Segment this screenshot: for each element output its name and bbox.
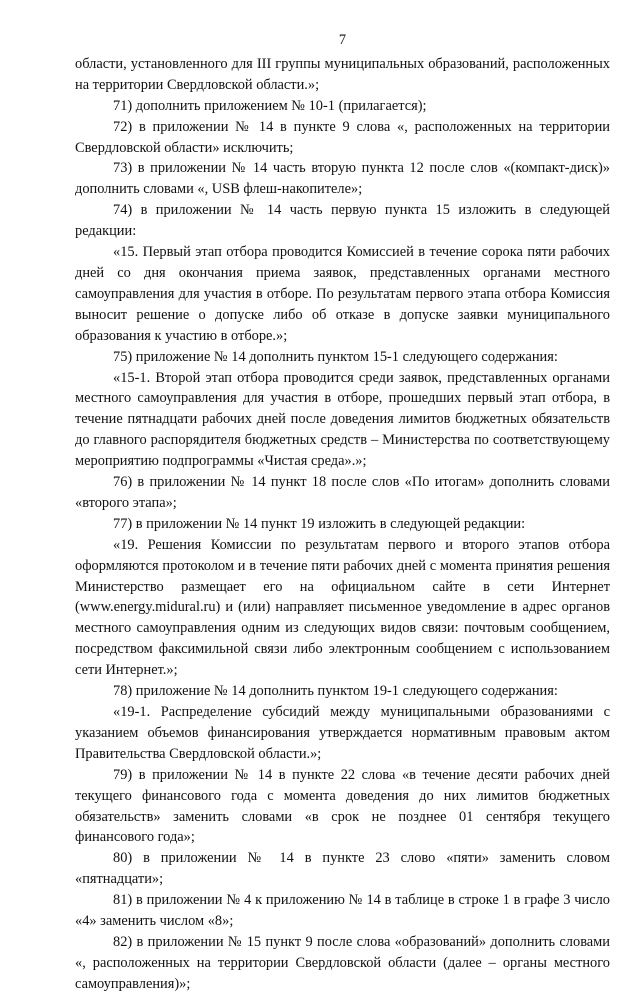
document-page bbox=[75, 30, 610, 995]
paragraph-p80: 80) в приложении № 14 в пункте 23 слово «пяти» заменить словом «пятнадцати»; bbox=[75, 850, 610, 888]
paragraph-p74: 74) в приложении № 14 часть первую пункта 15 изложить в следующей редакции: bbox=[75, 202, 610, 240]
paragraph-p78q: «19-1. Распределение субсидий между муниципальными образованиями с указанием объемов финансирования утверждается нормативным правовым актом Правительства Свердловской области.»; bbox=[75, 704, 610, 762]
paragraph-p76: 76) в приложении № 14 пункт 18 после слов «По итогам» дополнить словами «второго этапа»; bbox=[75, 474, 610, 511]
document-body bbox=[75, 54, 610, 995]
paragraph-p78: 78) приложение № 14 дополнить пунктом 19-1 следующего содержания: bbox=[113, 683, 558, 700]
page-number: 7 bbox=[338, 32, 347, 48]
paragraph-p73: 73) в приложении № 14 часть вторую пункта 12 после слов «(компакт-диск)» дополнить словами «, USB флеш-накопителе»; bbox=[75, 160, 610, 198]
paragraph-p72: 72) в приложении № 14 в пункте 9 слова «, расположенных на территории Свердловской области» исключить; bbox=[75, 118, 610, 156]
paragraph-p77: 77) в приложении № 14 пункт 19 изложить в следующей редакции: bbox=[113, 515, 526, 532]
paragraph-p0: области, установленного для III группы муниципальных образований, расположенных на территории Свердловской области.»; bbox=[75, 55, 610, 93]
paragraph-p79: 79) в приложении № 14 в пункте 22 слова «в течение десяти рабочих дней текущего финансового года с момента доведения до них лимитов бюджетных обязательств» заменить словами «в срок не позднее 01 сентября текущего финансового года»; bbox=[75, 766, 610, 846]
paragraph-p71: 71) дополнить приложением № 10-1 (прилагается); bbox=[113, 97, 427, 114]
paragraph-p75: 75) приложение № 14 дополнить пунктом 15-1 следующего содержания: bbox=[113, 348, 558, 365]
paragraph-p77q: «19. Решения Комиссии по результатам первого и второго этапов отбора оформляются протоколом и в течение пяти рабочих дней с момента принятия решения Министерство размещает его на официальном сайте в сети Интернет (www.energy.midural.ru) и (или) направляет письменное уведомление в адрес органов местного самоуправления одним из следующих видов связи: почтовым сообщением, посредством факсимильной связи либо электронным сообщением с использованием сети Интернет.»; bbox=[75, 536, 610, 679]
paragraph-p74q: «15. Первый этап отбора проводится Комиссией в течение сорока пяти рабочих дней со дня окончания приема заявок, представленных органами местного самоуправления для участия в отборе. По результатам первого этапа отбора Комиссия выносит решение о допуске либо об отказе в допуске заявки муниципального образования к участию в отборе.»; bbox=[75, 244, 610, 344]
paragraph-p81: 81) в приложении № 4 к приложению № 14 в таблице в строке 1 в графе 3 число «4» заменить числом «8»; bbox=[75, 892, 610, 930]
paragraph-p75q: «15-1. Второй этап отбора проводится среди заявок, представленных органами местного самоуправления для участия в отборе, прошедших первый этап отбора, в течение пятнадцати рабочих дней после доведения лимитов бюджетных обязательств до главного распорядителя бюджетных средств – Министерства по соответствующему мероприятию подпрограммы «Чистая среда».»; bbox=[75, 369, 610, 470]
paragraph-p82: 82) в приложении № 15 пункт 9 после слова «образований» дополнить словами «, расположенных на территории Свердловской области (далее – органы местного самоуправления)»; bbox=[75, 933, 610, 992]
